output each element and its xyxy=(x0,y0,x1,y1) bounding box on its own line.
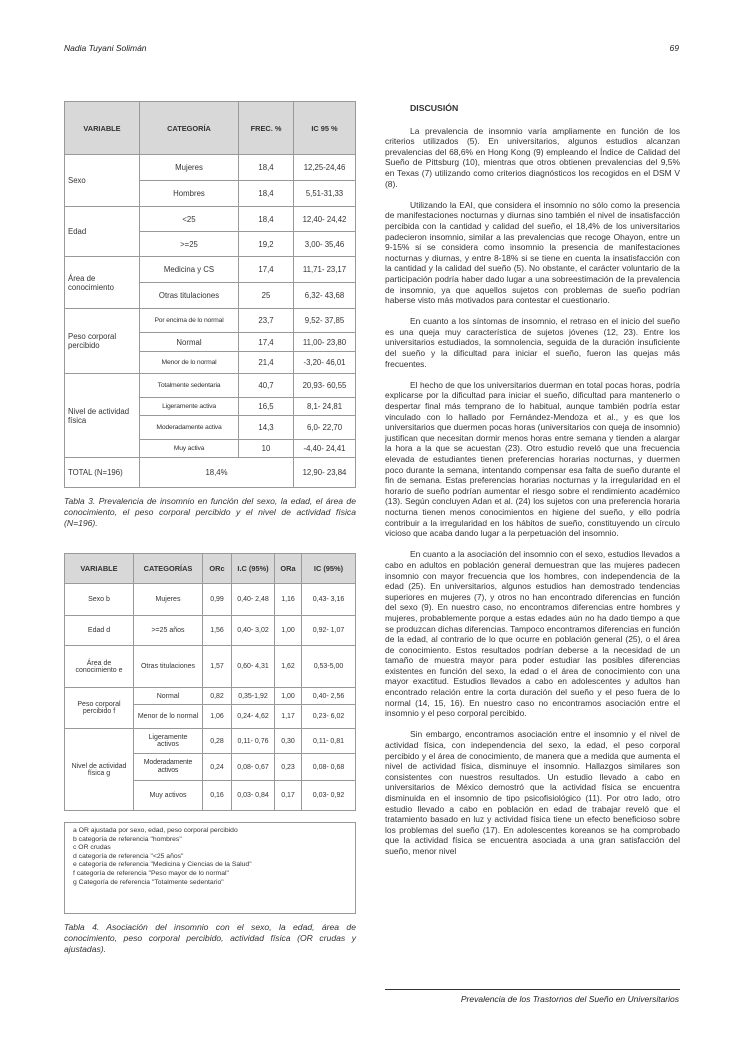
note: g Categoría de referencia "Totalmente sedentario" xyxy=(73,878,224,886)
paragraph: Sin embargo, encontramos asociación entre el insomnio y el nivel de actividad física, con independencia del sexo, la edad, el peso corporal percibido y el área de conocimiento, de manera que a medida que aumenta el nivel de actividad física, disminuye el insomnio. Hallazgos similares son consistentes con nuestros resultados. Un estudio llevado a cabo en universitarios de México demostró que la actividad física se encuentra disminuida en el insomnio de tipo psicofisiológico (11). Por otro lado, otro estudio llevado a cabo en población en edad de trabajar reveló que el tratamiento basado en luz y actividad física tiene un efecto beneficioso sobre los problemas del sueño (17). En adolescentes koreanos se ha comprobado que la actividad física se encuentra asociada a una gran satisfacción del sueño, menor nivel xyxy=(385,729,680,856)
t3-cat: Mujeres xyxy=(140,155,239,181)
t3-cat: Por encima de lo normal xyxy=(140,309,239,333)
t3-frec: 21,4 xyxy=(239,352,294,374)
table-4 xyxy=(64,553,356,811)
t4-orc: 0,24 xyxy=(203,754,232,781)
t3-cat: Normal xyxy=(140,333,239,352)
t3-frec: 19,2 xyxy=(239,232,294,257)
t4-cat: Mujeres xyxy=(134,584,203,616)
t4-cat: Muy activos xyxy=(134,781,203,811)
t3-ic: -3,20- 46,01 xyxy=(294,352,356,374)
note: a OR ajustada por sexo, edad, peso corporal percibido xyxy=(73,827,238,834)
t4-ic1: 0,08- 0,67 xyxy=(232,754,275,781)
t3-ic: 3,00- 35,46 xyxy=(294,232,356,257)
t4-cat: >=25 años xyxy=(134,616,203,646)
t4-ic2: 0,40- 2,56 xyxy=(302,688,356,705)
t3-ic: 6,0- 22,70 xyxy=(294,416,356,440)
t3-frec: 25 xyxy=(239,283,294,309)
t3-frec: 18,4 xyxy=(239,181,294,207)
discussion-heading: DISCUSIÓN xyxy=(410,103,459,113)
t3-frec: 18,4 xyxy=(239,155,294,181)
t3-header-categoria: CATEGORÍA xyxy=(140,102,239,155)
t4-ic1: 0,03- 0,84 xyxy=(232,781,275,811)
t3-frec: 17,4 xyxy=(239,257,294,283)
t3-total-frec: 18,4% xyxy=(140,458,294,488)
t4-cat: Otras titulaciones xyxy=(134,646,203,688)
t4-cat: Ligeramente activos xyxy=(134,729,203,754)
t4-orc: 0,82 xyxy=(203,688,232,705)
t4-cat: Normal xyxy=(134,688,203,705)
t4-header-orc: ORc xyxy=(203,554,232,584)
note: c OR crudas xyxy=(73,844,111,852)
t4-ic1: 0,35-1,92 xyxy=(232,688,275,705)
table-4-notes xyxy=(64,822,356,914)
t4-var-nivel: Nivel de actividad física g xyxy=(65,729,134,811)
note: d categoría de referencia "<25 años" xyxy=(73,852,184,860)
t3-var-nivel: Nivel de actividad física xyxy=(65,374,140,458)
t3-frec: 40,7 xyxy=(239,374,294,398)
t4-ic2: 0,92- 1,07 xyxy=(302,616,356,646)
t3-ic: 12,40- 24,42 xyxy=(294,207,356,232)
t4-ora: 1,17 xyxy=(275,705,302,729)
t4-ora: 1,16 xyxy=(275,584,302,616)
t4-ic1: 0,24- 4,62 xyxy=(232,705,275,729)
t3-cat: Ligeramente activa xyxy=(140,398,239,416)
t4-ic2: 0,11- 0,81 xyxy=(302,729,356,754)
t4-orc: 0,16 xyxy=(203,781,232,811)
t3-var-edad: Edad xyxy=(65,207,140,257)
note: f categoría de referencia "Peso mayor de lo normal" xyxy=(73,869,229,877)
t3-ic: 12,25-24,46 xyxy=(294,155,356,181)
t3-ic: -4,40- 24,41 xyxy=(294,440,356,458)
t4-ic1: 0,60- 4,31 xyxy=(232,646,275,688)
t3-cat: Moderadamente activa xyxy=(140,416,239,440)
t3-total-ic: 12,90- 23,84 xyxy=(294,458,356,488)
note: b categoría de referencia "hombres" xyxy=(73,835,182,843)
paragraph: En cuanto a los síntomas de insomnio, el retraso en el inicio del sueño es una queja muy característica de sujetos jóvenes (12, 23). Entre los universitarios estudiados, la somnolencia, seguida de la duración insuficiente del sueño y la dificultad para iniciar el sueño, fueron las quejas más frecuentes. xyxy=(385,316,680,369)
t4-ic2: 0,03- 0,92 xyxy=(302,781,356,811)
t3-cat: Muy activa xyxy=(140,440,239,458)
t4-ic1: 0,40- 3,02 xyxy=(232,616,275,646)
t4-header-categorias: CATEGORÍAS xyxy=(134,554,203,584)
t3-ic: 11,00- 23,80 xyxy=(294,333,356,352)
t4-orc: 1,56 xyxy=(203,616,232,646)
t4-ic1: 0,11- 0,76 xyxy=(232,729,275,754)
table-3 xyxy=(64,101,356,488)
t4-ic2: 0,53-5,00 xyxy=(302,646,356,688)
t3-cat: >=25 xyxy=(140,232,239,257)
t4-var-area: Área de conocimiento e xyxy=(65,646,134,688)
t3-cat: Menor de lo normal xyxy=(140,352,239,374)
t3-var-sexo: Sexo xyxy=(65,155,140,207)
t3-ic: 8,1- 24,81 xyxy=(294,398,356,416)
discussion-section xyxy=(385,103,680,867)
t3-cat: <25 xyxy=(140,207,239,232)
t4-cat: Menor de lo normal xyxy=(134,705,203,729)
t4-ic2: 0,43- 3,16 xyxy=(302,584,356,616)
t4-ic1: 0,40- 2,48 xyxy=(232,584,275,616)
t3-cat: Totalmente sedentaria xyxy=(140,374,239,398)
t3-var-area: Área de conocimiento xyxy=(65,257,140,309)
t4-ic2: 0,08- 0,68 xyxy=(302,754,356,781)
table-4-caption: Tabla 4. Asociación del insomnio con el sexo, la edad, área de conocimiento, peso corporal percibido, actividad física (OR crudas y ajustadas). xyxy=(64,922,356,954)
page-number: 69 xyxy=(669,43,679,53)
t3-header-variable: VARIABLE xyxy=(65,102,140,155)
t3-cat: Medicina y CS xyxy=(140,257,239,283)
t4-ic2: 0,23- 6,02 xyxy=(302,705,356,729)
t3-frec: 16,5 xyxy=(239,398,294,416)
t3-frec: 10 xyxy=(239,440,294,458)
t4-header-variable: VARIABLE xyxy=(65,554,134,584)
t3-cat: Hombres xyxy=(140,181,239,207)
paragraph: La prevalencia de insomnio varía ampliamente en función de los criterios utilizados (5). En universitarios, algunos estudios alcanzan prevalencias del 68,6% en Hong Kong (9) empleando el Índice de Calidad del Sueño de Pittsburg (10), mientras que otros obtienen prevalencias del 9,5% en Texas (7) utilizando como criterios diagnósticos los recogidos en el DSM V (8). xyxy=(385,125,680,189)
t4-var-peso: Peso corporal percibido f xyxy=(65,688,134,729)
note: e categoría de referencia "Medicina y Ciencias de la Salud" xyxy=(73,861,252,869)
t4-var-edad: Edad d xyxy=(65,616,134,646)
paragraph: El hecho de que los universitarios duerman en total pocas horas, podría explicarse por la dificultad para iniciar el sueño, dificultad para mantenerlo o despertar final más temprano de lo habitual, aunque también podría estar vinculado con lo hallado por Fernández-Mendoza et al., y es que los universitarios que duermen pocas horas (universitarios con queja de insomnio) justifican que necesitan dormir menos horas entre semana y tienden a alargar la hora a la que se acuestan (23). Otro estudio reveló que una frecuencia elevada de estudiantes tienen preferencias horarias nocturnas, y duermen poco durante la semana, intentando compensar esa falta de sueño durante el fin de semana. Estas preferencias horarias nocturnas y la irregularidad en el horario de sueño podrían aumentar el riesgo sobre el rendimiento académico (13). Según concluyen Adan et al. (24) los sujetos con una preferencia horaria nocturna tienen menos conocimientos en higiene del sueño, y ello podría contribuir a la irregularidad en los hábitos de sueño, constituyendo un círculo vicioso que acaba dando lugar a la perpetuación del insomnio. xyxy=(385,379,680,539)
table-3-caption: Tabla 3. Prevalencia de insomnio en función del sexo, la edad, el área de conocimiento, el peso corporal percibido y el nivel de actividad física (N=196). xyxy=(64,496,356,528)
paragraph: En cuanto a la asociación del insomnio con el sexo, estudios llevados a cabo en adultos en población general demuestran que las mujeres padecen insomnio con mayor frecuencia que los hombres, con independencia de la edad (25). En universitarios, algunos estudios han demostrado tendencias superiores en mujeres (7), y otros no han encontrado diferencias en función del sexo (9). En nuestro caso, no encontramos diferencias entre hombres y mujeres, probablemente porque a estas edades aún no ha dado tiempo a que se produzcan dichas diferencias. Tampoco encontramos diferencias en función de la edad, al contrario de lo que ocurre en población general (25), o el área de conocimiento. Estos resultados podrían deberse a la necesidad de un tamaño de muestra mayor para poder estudiar las posibles diferencias existentes en función del sexo, la edad o el área de conocimiento con una mayor exactitud. Estudios llevados a cabo en adolescentes y adultos han encontrado relación entre la corta duración del sueño y el peso fuera de lo normal (14, 15, 16). En nuestro caso no encontramos asociación entre el insomnio y el peso corporal percibido. xyxy=(385,549,680,719)
t3-frec: 14,3 xyxy=(239,416,294,440)
t4-ora: 1,00 xyxy=(275,688,302,705)
t4-var-sexo: Sexo b xyxy=(65,584,134,616)
t4-header-ic2: IC (95%) xyxy=(302,554,356,584)
t4-ora: 0,30 xyxy=(275,729,302,754)
t3-ic: 9,52- 37,85 xyxy=(294,309,356,333)
t4-orc: 1,57 xyxy=(203,646,232,688)
t3-header-ic: IC 95 % xyxy=(294,102,356,155)
t4-orc: 1,06 xyxy=(203,705,232,729)
t3-ic: 6,32- 43,68 xyxy=(294,283,356,309)
t3-var-peso: Peso corporal percibido xyxy=(65,309,140,374)
t3-frec: 23,7 xyxy=(239,309,294,333)
t3-ic: 5,51-31,33 xyxy=(294,181,356,207)
t3-cat: Otras titulaciones xyxy=(140,283,239,309)
footer-rule xyxy=(385,989,680,990)
t4-ora: 1,00 xyxy=(275,616,302,646)
t3-frec: 17,4 xyxy=(239,333,294,352)
paragraph: Utilizando la EAI, que considera el insomnio no sólo como la presencia de manifestaciones nocturnas y diurnas sino también el nivel de insatisfacción percibida con la cantidad y calidad del sueño, el 18,4% de los universitarios padecieron insomnio, similar a las prevalencias que recoge Ohayon, entre un 9-15% si se considera como insomnio la presencia de manifestaciones nocturnas y diurnas, y entre 8-18% si se tiene en cuenta la insatisfacción con la cantidad y la calidad del sueño (5). No obstante, el carácter voluntario de la participación podría haber dado lugar a una sobreestimación de la prevalencia de insomnio, ya que aquellos sujetos con problemas de sueño podrían haberse visto más motivados para contestar el cuestionario. xyxy=(385,199,680,306)
t3-ic: 11,71- 23,17 xyxy=(294,257,356,283)
t4-ora: 0,23 xyxy=(275,754,302,781)
t4-header-ora: ORa xyxy=(275,554,302,584)
t4-orc: 0,28 xyxy=(203,729,232,754)
running-footer: Prevalencia de los Trastornos del Sueño en Universitarios xyxy=(460,994,679,1004)
running-header-author: Nadia Tuyani Solimán xyxy=(64,43,147,53)
t3-total-label: TOTAL (N=196) xyxy=(65,458,140,488)
t4-cat: Moderadamente activos xyxy=(134,754,203,781)
t3-frec: 18,4 xyxy=(239,207,294,232)
t3-header-frec: FREC. % xyxy=(239,102,294,155)
t3-ic: 20,93- 60,55 xyxy=(294,374,356,398)
t4-header-ic1: I.C (95%) xyxy=(232,554,275,584)
t4-orc: 0,99 xyxy=(203,584,232,616)
t4-ora: 0,17 xyxy=(275,781,302,811)
t4-ora: 1,62 xyxy=(275,646,302,688)
